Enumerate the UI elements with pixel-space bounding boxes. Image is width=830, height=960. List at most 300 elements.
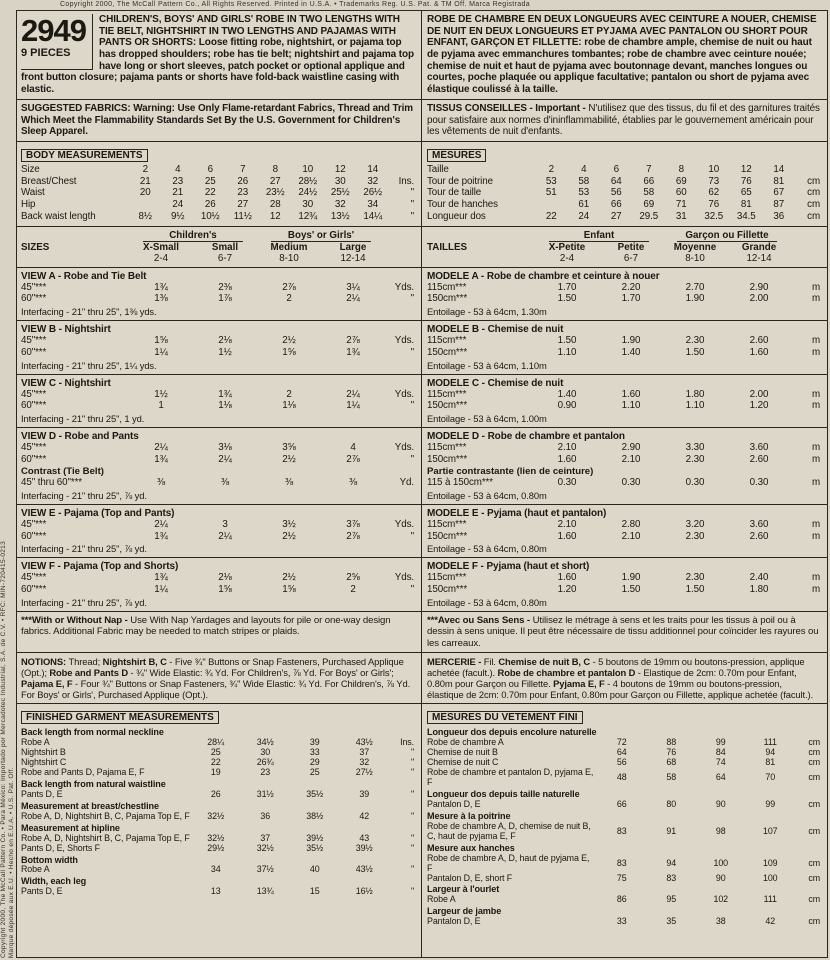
table-row	[427, 584, 821, 596]
value-cell: 3.60	[749, 518, 769, 530]
value-cell: 3.20	[685, 518, 705, 530]
row-label: Chemise de nuit C	[427, 757, 499, 768]
unit-cell: "	[410, 747, 414, 758]
fabrics-french	[422, 100, 827, 141]
mesures-title: MESURES	[427, 149, 486, 162]
text-segment: - Five ¾" Buttons or Snap Fasteners, Purchased Applique (Opt.);	[21, 655, 404, 678]
value-cell: 1⅛	[218, 400, 232, 412]
size-name: Small	[211, 241, 239, 253]
sizes-english	[17, 227, 422, 267]
value-cell: 12	[269, 210, 281, 222]
view-title: VIEW B - Nightshirt	[21, 324, 111, 336]
value-cell: 1.60	[557, 572, 577, 584]
value-cell: 0.30	[621, 477, 641, 489]
metrage-table	[427, 335, 821, 359]
interfacing-note: Interfacing - 21" thru 25", ⅞ yd.	[21, 489, 147, 501]
table-row	[21, 293, 415, 305]
left-edge-strip	[0, 10, 16, 960]
value-cell: 31½	[256, 788, 274, 799]
value-cell: 32.5	[704, 210, 724, 222]
value-cell: 53	[545, 175, 557, 187]
value-cell: 6	[613, 163, 619, 175]
taille-name: Grande	[741, 241, 777, 253]
unit-cell: m	[811, 400, 820, 412]
sizes-header-section	[17, 227, 827, 268]
size-name: Medium	[270, 241, 308, 253]
value-cell: 32½	[207, 810, 225, 821]
value-cell: 2¼	[218, 530, 232, 542]
value-cell: 1.50	[685, 584, 705, 596]
text-segment: Thread;	[68, 655, 103, 667]
value-cell: 1.60	[749, 346, 769, 358]
value-cell: 24	[578, 210, 590, 222]
view-title: VIEW D - Robe and Pants	[21, 431, 139, 443]
value-cell: 2	[548, 163, 554, 175]
value-cell: 1⅛	[282, 400, 296, 412]
text-segment: Use With Nap Yardages and layouts for pile or one-way design fabrics. Additional Fabric may be needed to match stripes or plaids.	[21, 614, 391, 638]
unit-cell: m	[811, 293, 820, 305]
unit-cell: Yds.	[394, 442, 414, 454]
row-label: Hip	[21, 199, 36, 211]
table-row	[21, 347, 415, 359]
value-cell: 2.80	[621, 518, 641, 530]
table-row	[21, 572, 415, 584]
table-row	[427, 211, 821, 223]
value-cell: 91	[666, 825, 677, 836]
unit-cell: cm	[808, 737, 820, 748]
table-row	[427, 800, 821, 810]
value-cell: 76	[740, 175, 752, 187]
row-label: Chemise de nuit B	[427, 747, 498, 758]
entoilage-note: Entoilage - 53 à 64cm, 1.00m	[427, 413, 547, 425]
unit-cell: m	[811, 453, 820, 465]
value-cell: 28¼	[207, 737, 225, 748]
value-cell: 69	[643, 199, 655, 211]
nap-note-section	[17, 612, 827, 653]
row-label: Breast/Chest	[21, 175, 77, 187]
row-label: Robe A, D, Nightshirt B, C, Pajama Top E, F	[21, 810, 190, 821]
value-cell: 39½	[306, 832, 324, 843]
text-segment: Loose fitting robe, nightshirt, or pajama top has dropped shoulders; robe has tie belt; nightshirt and pajama top have long or short sleeves, patch pocket or optional applique and front button closure; pajama pants or shorts have fold-back waistline casing with elastic.	[21, 37, 414, 96]
value-cell: 1¾	[218, 388, 232, 400]
group-garcon-fillette: Garçon ou Fillette	[677, 230, 777, 242]
row-label: 45"***	[21, 281, 47, 293]
table-row	[427, 454, 821, 466]
value-cell: 98	[715, 825, 726, 836]
value-cell: 62	[708, 187, 720, 199]
text-segment: Pyjama E, F	[553, 678, 605, 689]
value-cell: 1⅝	[218, 584, 232, 596]
text-segment: ***With or Without Nap -	[21, 614, 131, 626]
row-label: Robe A, D, Nightshirt B, C, Pajama Top E, F	[21, 832, 190, 843]
value-cell: 3½	[282, 518, 296, 530]
value-cell: 58	[578, 175, 590, 187]
value-cell: 26	[204, 199, 216, 211]
row-label: Robe de chambre A, D, chemise de nuit B, C, haut de pyjama E, F	[427, 820, 591, 841]
taille-name: X-Petite	[548, 241, 586, 253]
row-label: 150cm***	[427, 453, 468, 465]
value-cell: 21	[172, 187, 184, 199]
value-cell: 1⅝	[154, 335, 168, 347]
metrage-table	[427, 572, 821, 596]
finished-measurements-section	[17, 704, 827, 957]
value-cell: 66	[643, 175, 655, 187]
value-cell: 111	[763, 737, 777, 748]
value-cell: 2.90	[749, 281, 769, 293]
value-cell: 1.20	[557, 584, 577, 596]
value-cell: 4	[581, 163, 587, 175]
table-row	[21, 400, 415, 412]
value-cell: 7	[240, 163, 246, 175]
value-cell: 2.30	[685, 335, 705, 347]
value-cell: 102	[713, 894, 728, 905]
value-cell: 35½	[306, 788, 324, 799]
unit-cell: m	[811, 442, 820, 454]
value-cell: 8½	[138, 210, 152, 222]
view-title: VIEW F - Pajama (Top and Shorts)	[21, 561, 179, 573]
table-row	[21, 531, 415, 543]
text-segment: Robe de chambre et pantalon D	[497, 666, 636, 678]
unit-cell: "	[410, 842, 414, 853]
measurement-group-heading: Measurement at hipline	[21, 822, 120, 833]
value-cell: 3.60	[749, 442, 769, 454]
value-cell: 23½	[265, 187, 285, 199]
value-cell: 94	[666, 857, 677, 868]
row-label: 150cm***	[427, 346, 468, 358]
value-cell: 35	[666, 916, 677, 927]
value-cell: 20	[139, 187, 151, 199]
text-segment: ***Avec ou Sans Sens -	[427, 614, 533, 626]
value-cell: 83	[616, 825, 627, 836]
value-cell: 27	[610, 210, 622, 222]
unit-cell: m	[811, 346, 820, 358]
row-label: Tour de poitrine	[427, 175, 493, 187]
french-title-description	[427, 14, 821, 96]
value-cell: 32	[334, 199, 346, 211]
value-cell: 99	[715, 737, 726, 748]
value-cell: 58	[643, 187, 655, 199]
value-cell: 7	[646, 163, 652, 175]
value-cell: 4	[175, 163, 181, 175]
value-cell: 3.30	[685, 442, 705, 454]
table-row	[21, 282, 415, 294]
table-row	[427, 199, 821, 211]
value-cell: 1.70	[557, 281, 577, 293]
value-cell: 25	[309, 767, 320, 777]
value-cell: 1¼	[346, 400, 360, 412]
row-label: Tour de taille	[427, 187, 482, 199]
measurement-group-heading: Largeur à l'ourlet	[427, 884, 500, 895]
pattern-number: 2949	[21, 13, 86, 48]
value-cell: 30	[302, 199, 314, 211]
text-segment: Warning:	[133, 102, 178, 114]
header-english	[17, 11, 422, 99]
row-label: 150cm***	[427, 400, 468, 412]
unit-cell: Yds.	[394, 388, 414, 400]
sizes-french	[422, 227, 827, 267]
text-segment: Chemise de nuit B, C	[498, 655, 591, 667]
unit-cell: cm	[808, 857, 820, 868]
value-cell: 2⅛	[218, 335, 232, 347]
text-segment: - Elastique de 2cm: 0.70m pour Enfant, 0.80m pour Garçon ou Fillette.	[427, 666, 797, 689]
value-cell: 90	[715, 872, 726, 883]
table-row	[427, 389, 821, 401]
view-e-english	[17, 505, 422, 558]
body-measurements-english	[17, 142, 422, 226]
table-row	[427, 293, 821, 305]
text-segment: Robe and Pants D	[49, 666, 128, 678]
value-cell: 25	[210, 747, 221, 758]
metrage-table	[427, 519, 821, 543]
avec-sans-sens-note	[427, 615, 821, 649]
interfacing-note: Interfacing - 21" thru 25", ⅞ yd.	[21, 596, 147, 608]
unit-cell: Yds.	[394, 281, 414, 293]
table-subheading: Partie contrastante (lien de ceinture)	[427, 465, 594, 477]
metrage-table	[427, 389, 821, 413]
value-cell: 8	[678, 163, 684, 175]
value-cell: 1.90	[685, 293, 705, 305]
row-label: Taille	[427, 163, 449, 175]
table-row	[427, 895, 821, 905]
row-label: 60"***	[21, 453, 47, 465]
value-cell: 1⅝	[282, 346, 296, 358]
row-label: Robe de chambre A, D, haut de pyjama E, F	[427, 852, 590, 873]
value-cell: 26¾	[256, 757, 274, 768]
entoilage-note: Entoilage - 53 à 64cm, 1.10m	[427, 359, 547, 371]
yardage-table	[21, 572, 415, 596]
unit-cell: m	[811, 530, 820, 542]
row-label: 115cm***	[427, 572, 467, 584]
modele-title: MODELE D - Robe de chambre et pantalon	[427, 431, 625, 443]
value-cell: 0.30	[685, 477, 705, 489]
table-subheading: Contrast (Tie Belt)	[21, 465, 104, 477]
unit-cell: "	[410, 346, 414, 358]
value-cell: 23	[172, 175, 184, 187]
value-cell: 2¼	[346, 293, 360, 305]
value-cell: 22	[210, 757, 221, 768]
table-row	[21, 768, 415, 778]
body-measurements-table	[21, 164, 415, 223]
value-cell: 87	[773, 199, 785, 211]
unit-cell: m	[811, 477, 820, 489]
value-cell: 8	[272, 163, 278, 175]
table-row	[427, 531, 821, 543]
metrage-table	[427, 282, 821, 306]
row-label: 60"***	[21, 346, 47, 358]
value-cell: 2.10	[621, 453, 641, 465]
value-cell: 64	[715, 771, 726, 782]
sizes-label: SIZES	[21, 241, 50, 253]
row-label: 45" thru 60"***	[21, 477, 83, 489]
finished-measurements-french	[422, 704, 827, 957]
unit-cell: "	[410, 199, 414, 211]
value-cell: 76	[666, 747, 677, 758]
measurement-group-heading: Mesure aux hanches	[427, 842, 515, 853]
taille-range: 8-10	[685, 252, 705, 264]
taille-range: 12-14	[746, 252, 772, 264]
row-label: 45"***	[21, 572, 47, 584]
table-row	[427, 164, 821, 176]
value-cell: 33	[309, 747, 320, 758]
unit-cell: Yds.	[394, 335, 414, 347]
metrage-table	[427, 442, 821, 489]
table-row	[427, 768, 821, 788]
table-row	[427, 477, 821, 489]
value-cell: 2.10	[557, 518, 577, 530]
row-label: Size	[21, 163, 40, 175]
value-cell: 2.10	[557, 442, 577, 454]
nap-note-french	[422, 612, 827, 652]
finished-measurements-table	[21, 727, 415, 897]
value-cell: 83	[666, 872, 677, 883]
value-cell: 61	[578, 199, 590, 211]
unit-cell: m	[811, 584, 820, 596]
value-cell: 60	[675, 187, 687, 199]
row-label: Longueur dos	[427, 210, 486, 222]
table-row	[427, 335, 821, 347]
value-cell: 38½	[306, 810, 324, 821]
value-cell: 0.30	[749, 477, 769, 489]
value-cell: 64	[616, 747, 627, 758]
entoilage-note: Entoilage - 53 à 64cm, 0.80m	[427, 596, 547, 608]
unit-cell: "	[410, 293, 414, 305]
row-label: 115cm***	[427, 281, 467, 293]
value-cell: 2.60	[749, 530, 769, 542]
value-cell: 95	[666, 894, 677, 905]
value-cell: 66	[610, 199, 622, 211]
unit-cell: m	[811, 281, 820, 293]
unit-cell: "	[410, 832, 414, 843]
unit-cell: m	[811, 335, 820, 347]
value-cell: 56	[616, 757, 627, 768]
instruction-sheet	[16, 10, 828, 958]
row-label: 150cm***	[427, 293, 468, 305]
value-cell: 26	[237, 175, 249, 187]
value-cell: 12¾	[298, 210, 318, 222]
value-cell: 90	[715, 798, 726, 809]
value-cell: 10	[302, 163, 314, 175]
value-cell: 2.60	[749, 453, 769, 465]
value-cell: 2¼	[218, 453, 232, 465]
table-row	[21, 335, 415, 347]
view-e-section	[17, 505, 827, 559]
value-cell: 81	[765, 757, 776, 768]
taille-range: 2-4	[559, 252, 575, 264]
unit-cell: cm	[808, 747, 820, 758]
table-row	[427, 874, 821, 884]
value-cell: 70	[765, 771, 776, 782]
unit-cell: Yds.	[394, 518, 414, 530]
size-range: 8-10	[279, 252, 299, 264]
value-cell: 1.10	[621, 400, 641, 412]
value-cell: 2⅜	[218, 281, 232, 293]
body-measurements-title: BODY MEASUREMENTS	[21, 149, 148, 162]
unit-cell: cm	[807, 199, 820, 211]
measurement-group-heading: Back length from natural waistline	[21, 778, 166, 789]
value-cell: 107	[762, 825, 778, 836]
value-cell: 6	[207, 163, 213, 175]
unit-cell: "	[410, 453, 414, 465]
unit-cell: Ins.	[400, 737, 414, 748]
interfacing-note: Interfacing - 21" thru 25", ⅞ yd.	[21, 543, 147, 555]
value-cell: 3	[222, 518, 228, 530]
value-cell: ⅜	[348, 477, 358, 489]
view-e-french	[422, 505, 827, 558]
text-segment: Fil.	[483, 655, 499, 667]
value-cell: 43½	[355, 737, 373, 748]
text-segment: SUGGESTED FABRICS:	[21, 102, 134, 114]
header-french	[422, 11, 827, 99]
table-row	[21, 584, 415, 596]
measurement-group-heading: Longueur dos depuis taille naturelle	[427, 788, 580, 799]
value-cell: 1.10	[557, 346, 577, 358]
text-segment: CHILDREN'S, BOYS' AND GIRLS' ROBE IN TWO LENGTHS WITH TIE BELT, NIGHTSHIRT IN TWO LENGTHS AND PAJAMAS WITH PANTS OR SHORTS:	[99, 14, 400, 49]
unit-cell: "	[410, 886, 414, 897]
table-row	[21, 442, 415, 454]
value-cell: 30	[334, 175, 346, 187]
unit-cell: Yds.	[394, 572, 414, 584]
row-label: 115cm***	[427, 335, 467, 347]
value-cell: 36	[773, 210, 785, 222]
row-label: 115 à 150cm***	[427, 477, 493, 489]
value-cell: 1.60	[557, 530, 577, 542]
value-cell: ⅜	[284, 477, 294, 489]
interfacing-note: Interfacing - 21" thru 25", 1 yd.	[21, 413, 145, 425]
view-d-french	[422, 428, 827, 504]
row-label: Waist	[21, 187, 45, 199]
value-cell: 2¼	[154, 442, 168, 454]
value-cell: 81	[773, 175, 785, 187]
table-row	[21, 844, 415, 854]
value-cell: 27	[269, 175, 281, 187]
value-cell: 0.30	[557, 477, 577, 489]
body-measurements-french	[422, 142, 827, 226]
view-f-section	[17, 558, 827, 612]
text-segment: ROBE DE CHAMBRE EN DEUX LONGUEURS AVEC CEINTURE A NOUER, CHEMISE DE NUIT EN DEUX LONGUEURS ET PYJAMA AVEC PANTALON OU SHORT POUR ENFANT, GARÇON ET FILLETTE:	[427, 14, 817, 49]
value-cell: 1.50	[685, 346, 705, 358]
header-section	[17, 11, 827, 100]
row-label: 60"***	[21, 293, 47, 305]
unit-cell: "	[410, 788, 414, 799]
unit-cell: cm	[808, 894, 820, 905]
table-row	[21, 211, 415, 223]
value-cell: 29.5	[639, 210, 659, 222]
value-cell: 2¼	[346, 388, 360, 400]
value-cell: 53	[578, 187, 590, 199]
row-label: Robe A	[427, 894, 456, 905]
value-cell: 26½	[363, 187, 383, 199]
unit-cell: Yd.	[399, 477, 414, 489]
measurement-group-heading: Largeur de jambe	[427, 906, 502, 917]
taille-name: Petite	[617, 241, 645, 253]
modele-title: MODELE F - Pyjama (haut et short)	[427, 561, 590, 573]
unit-cell: "	[410, 757, 414, 768]
value-cell: 2.30	[685, 530, 705, 542]
value-cell: ⅜	[156, 477, 166, 489]
table-row	[427, 917, 821, 927]
value-cell: 35½	[306, 842, 324, 853]
value-cell: 28½	[298, 175, 318, 187]
value-cell: 34	[210, 864, 221, 875]
unit-cell: cm	[807, 187, 820, 199]
value-cell: 9½	[171, 210, 185, 222]
value-cell: 3⅞	[346, 518, 360, 530]
value-cell: 2½	[282, 453, 296, 465]
value-cell: 99	[765, 798, 776, 809]
value-cell: 39	[309, 737, 320, 748]
value-cell: 2.30	[685, 453, 705, 465]
value-cell: 2⅞	[346, 530, 360, 542]
